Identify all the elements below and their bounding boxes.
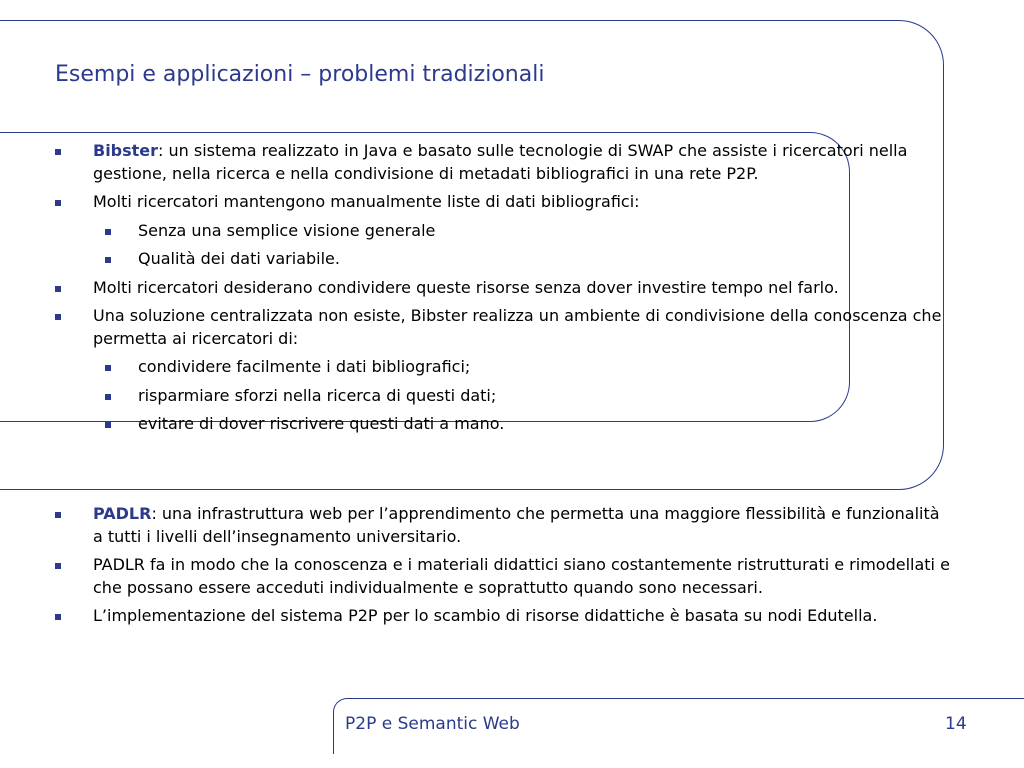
square-bullet-icon	[55, 314, 61, 320]
list-item-text: Molti ricercatori desiderano condividere queste risorse senza dover investire tempo nel farlo.	[93, 277, 839, 297]
list-item	[55, 220, 950, 243]
square-bullet-icon	[105, 422, 111, 428]
list-item-text: Senza una semplice visione generale	[138, 220, 436, 240]
padlr-intro: : una infrastruttura web per l’apprendimento che permetta una maggiore flessibilità e funzionalità a tutti i livelli dell’insegnamento universitario.	[93, 504, 940, 546]
list-item	[55, 191, 950, 214]
square-bullet-icon	[55, 512, 61, 518]
list-item-text: PADLR fa in modo che la conoscenza e i materiali didattici siano costantemente ristrutturati e rimodellati e che possano essere acceduti individualmente e soprattutto quando sono necessari.	[93, 555, 950, 597]
square-bullet-icon	[55, 149, 61, 155]
list-item	[55, 248, 950, 271]
list-item-text: condividere facilmente i dati bibliografici;	[138, 357, 471, 376]
square-bullet-icon	[105, 229, 111, 235]
list-item	[55, 413, 950, 436]
padlr-section	[55, 503, 950, 634]
square-bullet-icon	[105, 365, 111, 371]
bibster-section	[55, 140, 950, 442]
list-item	[55, 305, 950, 350]
page-number: 14	[945, 714, 967, 734]
square-bullet-icon	[55, 200, 61, 206]
list-item-text: L’implementazione del sistema P2P per lo scambio di risorse didattiche è basata su nodi Edutella.	[93, 606, 878, 625]
bibster-intro: : un sistema realizzato in Java e basato sulle tecnologie di SWAP che assiste i ricercatori nella gestione, nella ricerca e nella condivisione di metadati bibliografici in una rete P2P.	[93, 141, 908, 183]
list-item-text: Qualità dei dati variabile.	[138, 249, 340, 268]
square-bullet-icon	[55, 614, 61, 620]
list-item	[55, 605, 950, 628]
list-item	[55, 385, 950, 408]
square-bullet-icon	[55, 563, 61, 569]
list-item	[55, 356, 950, 379]
square-bullet-icon	[105, 257, 111, 263]
list-item-text: Molti ricercatori mantengono manualmente liste di dati bibliografici:	[93, 192, 640, 211]
list-item	[55, 277, 950, 300]
bullet-bibster	[55, 140, 950, 185]
list-item	[55, 554, 950, 599]
list-item-text: evitare di dover riscrivere questi dati a mano.	[138, 414, 505, 433]
list-item-text: Una soluzione centralizzata non esiste, Bibster realizza un ambiente di condivisione della conoscenza che permetta ai ricercatori di:	[93, 306, 942, 348]
list-item-text: risparmiare sforzi nella ricerca di questi dati;	[138, 385, 497, 405]
footer-label: P2P e Semantic Web	[345, 714, 520, 734]
bullet-padlr	[55, 503, 950, 548]
slide-title: Esempi e applicazioni – problemi tradizionali	[55, 62, 545, 87]
bibster-keyword: Bibster	[93, 141, 159, 160]
square-bullet-icon	[105, 394, 111, 400]
padlr-keyword: PADLR	[93, 504, 152, 523]
square-bullet-icon	[55, 286, 61, 292]
